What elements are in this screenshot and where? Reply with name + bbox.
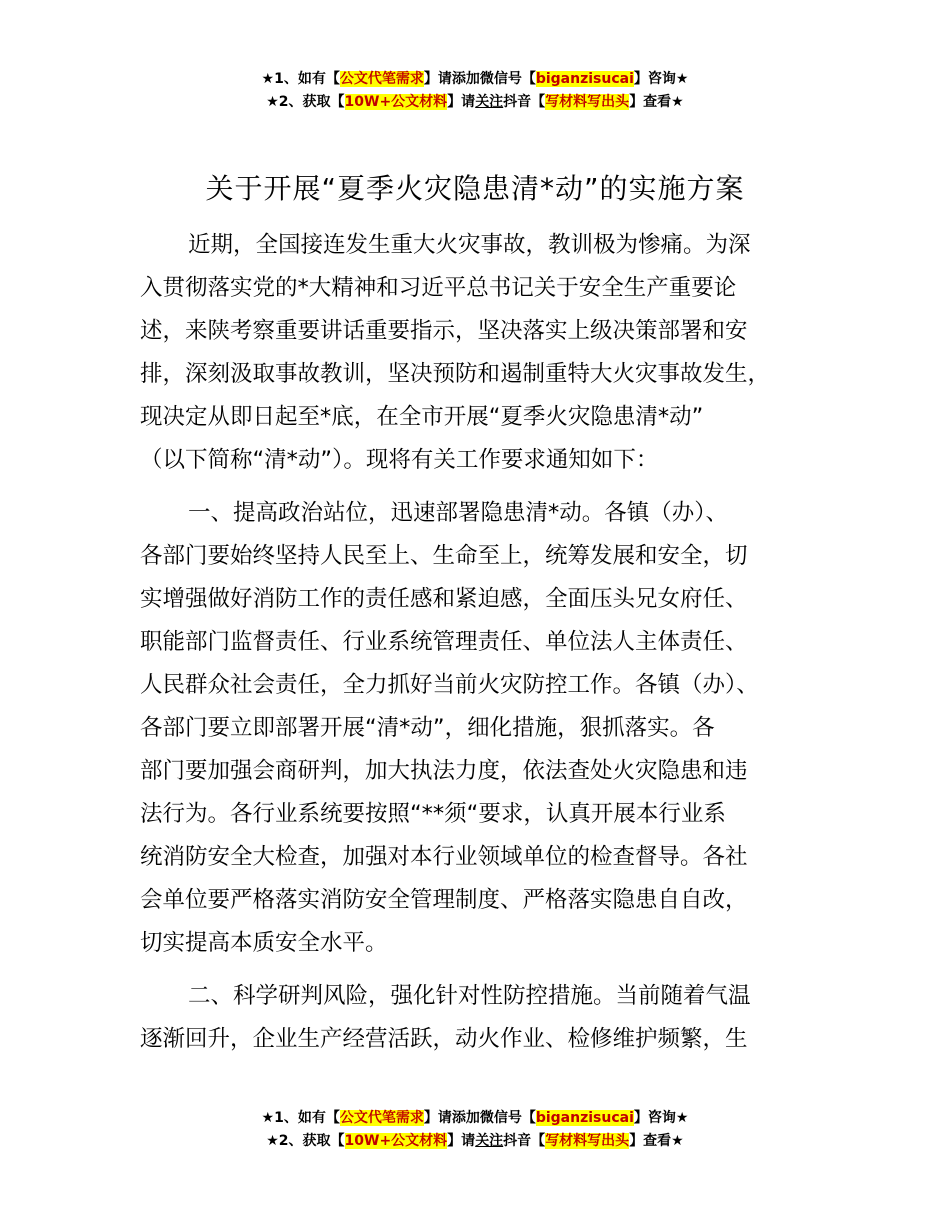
banner-text: ★1、如有【	[261, 1110, 340, 1126]
text-line: 入贯彻落实党的*大精神和习近平总书记关于安全生产重要论	[140, 275, 737, 301]
text-line: 现决定从即日起至*底，在全市开展“夏季火灾隐患清*动”	[140, 404, 704, 430]
document-title: 关于开展“夏季火灾隐患清*动”的实施方案	[205, 172, 745, 205]
banner-text: ★1、如有【	[261, 71, 340, 87]
text-line: 排，深刻汲取事故教训，坚决预防和遏制重特大火灾事故发生，	[140, 361, 771, 387]
banner-highlight: 写材料写出头	[545, 94, 630, 110]
banner-highlight: biganzisucai	[535, 1110, 634, 1126]
banner-highlight: 公文代笔需求	[339, 1110, 424, 1126]
banner-text: 】请添加微信号【	[423, 71, 536, 87]
banner-line-1	[0, 1107, 950, 1130]
banner-text: 】查看★	[629, 1133, 684, 1149]
text-line: 逐渐回升，企业生产经营活跃，动火作业、检修维护频繁，生	[140, 1026, 748, 1052]
banner-highlight: 写材料写出头	[545, 1133, 630, 1149]
text-line: 一、提高政治站位，迅速部署隐患清*动。各镇（办）、	[188, 500, 729, 526]
text-line: 实增强做好消防工作的责任感和紧迫感，全面压头兄女府任、	[140, 586, 748, 612]
text-line: 各部门要始终坚持人民至上、生命至上，统筹发展和安全，切	[140, 543, 748, 569]
banner-text: 】请	[447, 94, 476, 110]
text-line: 人民群众社会责任，全力抓好当前火灾防控工作。各镇（办）、	[140, 672, 759, 698]
banner-text: 抖音【	[503, 94, 546, 110]
text-line: 述，来陕考察重要讲话重要指示，坚决落实上级决策部署和安	[140, 318, 748, 344]
text-line: 职能部门监督责任、行业系统管理责任、单位法人主体责任、	[140, 629, 748, 655]
text-line: 近期，全国接连发生重大火灾事故，教训极为惨痛。为深	[188, 232, 751, 258]
banner-line-1	[0, 68, 950, 91]
text-line: 各部门要立即部署开展“清*动”，细化措施，狠抓落实。各	[140, 715, 715, 741]
paragraph-section-1	[140, 492, 820, 965]
text-line: 切实提高本质安全水平。	[140, 930, 388, 956]
banner-highlight: 10W+公文材料	[344, 1133, 448, 1149]
banner-text: 】咨询★	[633, 71, 689, 87]
banner-highlight: 公文代笔需求	[339, 71, 424, 87]
header-banner	[0, 68, 950, 114]
banner-highlight: biganzisucai	[535, 71, 634, 87]
paragraph-intro	[140, 224, 820, 482]
text-line: （以下简称“清*动”）。现将有关工作要求通知如下：	[140, 447, 659, 473]
banner-text: 】咨询★	[633, 1110, 689, 1126]
banner-text: 】请	[447, 1133, 476, 1149]
footer-banner	[0, 1107, 950, 1153]
text-line: 部门要加强会商研判，加大执法力度，依法查处火灾隐患和违	[140, 758, 748, 784]
banner-underlined-text: 关注	[475, 94, 504, 110]
document-body	[140, 224, 820, 1071]
banner-text: 】请添加微信号【	[423, 1110, 536, 1126]
banner-line-2	[0, 91, 950, 114]
text-line: 会单位要严格落实消防安全管理制度、严格落实隐患自自改，	[140, 887, 748, 913]
banner-underlined-text: 关注	[475, 1133, 504, 1149]
banner-text: ★2、获取【	[266, 1133, 345, 1149]
banner-text: 】查看★	[629, 94, 684, 110]
text-line: 法行为。各行业系统要按照“**须“要求，认真开展本行业系	[140, 801, 726, 827]
banner-text: 抖音【	[503, 1133, 546, 1149]
banner-highlight: 10W+公文材料	[344, 94, 448, 110]
banner-line-2	[0, 1130, 950, 1153]
banner-text: ★2、获取【	[266, 94, 345, 110]
text-line: 二、科学研判风险，强化针对性防控措施。当前随着气温	[188, 983, 751, 1009]
text-line: 统消防安全大检查，加强对本行业领域单位的检查督导。各社	[140, 844, 748, 870]
paragraph-section-2	[140, 975, 820, 1061]
